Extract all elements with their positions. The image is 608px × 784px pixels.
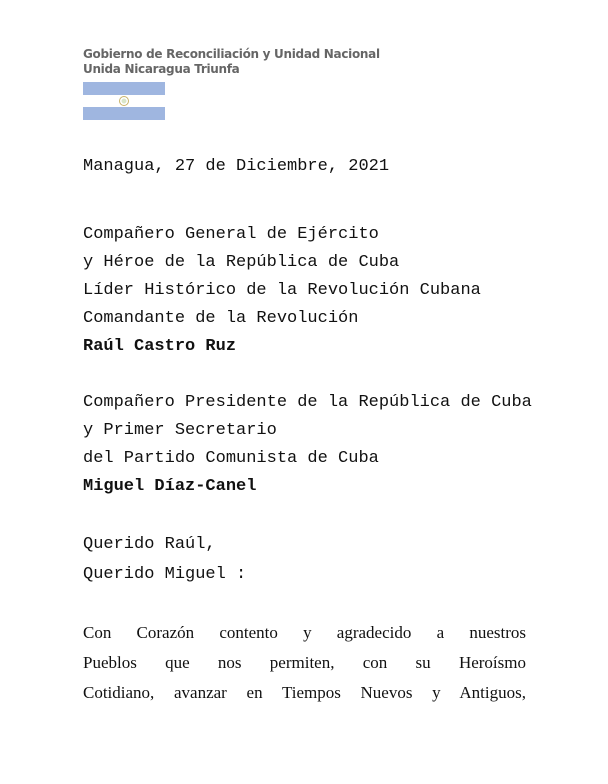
letterhead-slogan: Unida Nicaragua Triunfa [83, 62, 240, 76]
greeting-miguel: Querido Miguel : [83, 565, 247, 584]
flag-emblem-icon [119, 96, 129, 106]
recipient2-title-line1: Compañero Presidente de la República de Cuba [83, 393, 532, 412]
nicaragua-flag-icon [83, 82, 165, 120]
greeting-raul: Querido Raúl, [83, 535, 216, 554]
flag-top-band [83, 82, 165, 95]
body-paragraph-line3: Cotidiano, avanzar en Tiempos Nuevos y Antiguos, [83, 683, 526, 702]
flag-bottom-band [83, 107, 165, 120]
recipient1-title-line1: Compañero General de Ejército [83, 225, 379, 244]
recipient1-title-line3: Líder Histórico de la Revolución Cubana [83, 281, 481, 300]
letterhead-government-name: Gobierno de Reconciliación y Unidad Nacional [83, 47, 380, 61]
recipient1-title-line2: y Héroe de la República de Cuba [83, 253, 400, 272]
recipient1-title-line4: Comandante de la Revolución [83, 309, 359, 328]
letterhead [83, 47, 380, 77]
flag-middle-band [83, 95, 165, 108]
recipient2-title-line3: del Partido Comunista de Cuba [83, 449, 379, 468]
recipient2-name: Miguel Díaz-Canel [83, 477, 257, 496]
letter-date: Managua, 27 de Diciembre, 2021 [83, 157, 390, 176]
body-paragraph-line2: Pueblos que nos permiten, con su Heroísmo [83, 653, 526, 672]
recipient1-name: Raúl Castro Ruz [83, 337, 237, 356]
body-paragraph-line1: Con Corazón contento y agradecido a nuestros [83, 623, 526, 642]
recipient2-title-line2: y Primer Secretario [83, 421, 277, 440]
